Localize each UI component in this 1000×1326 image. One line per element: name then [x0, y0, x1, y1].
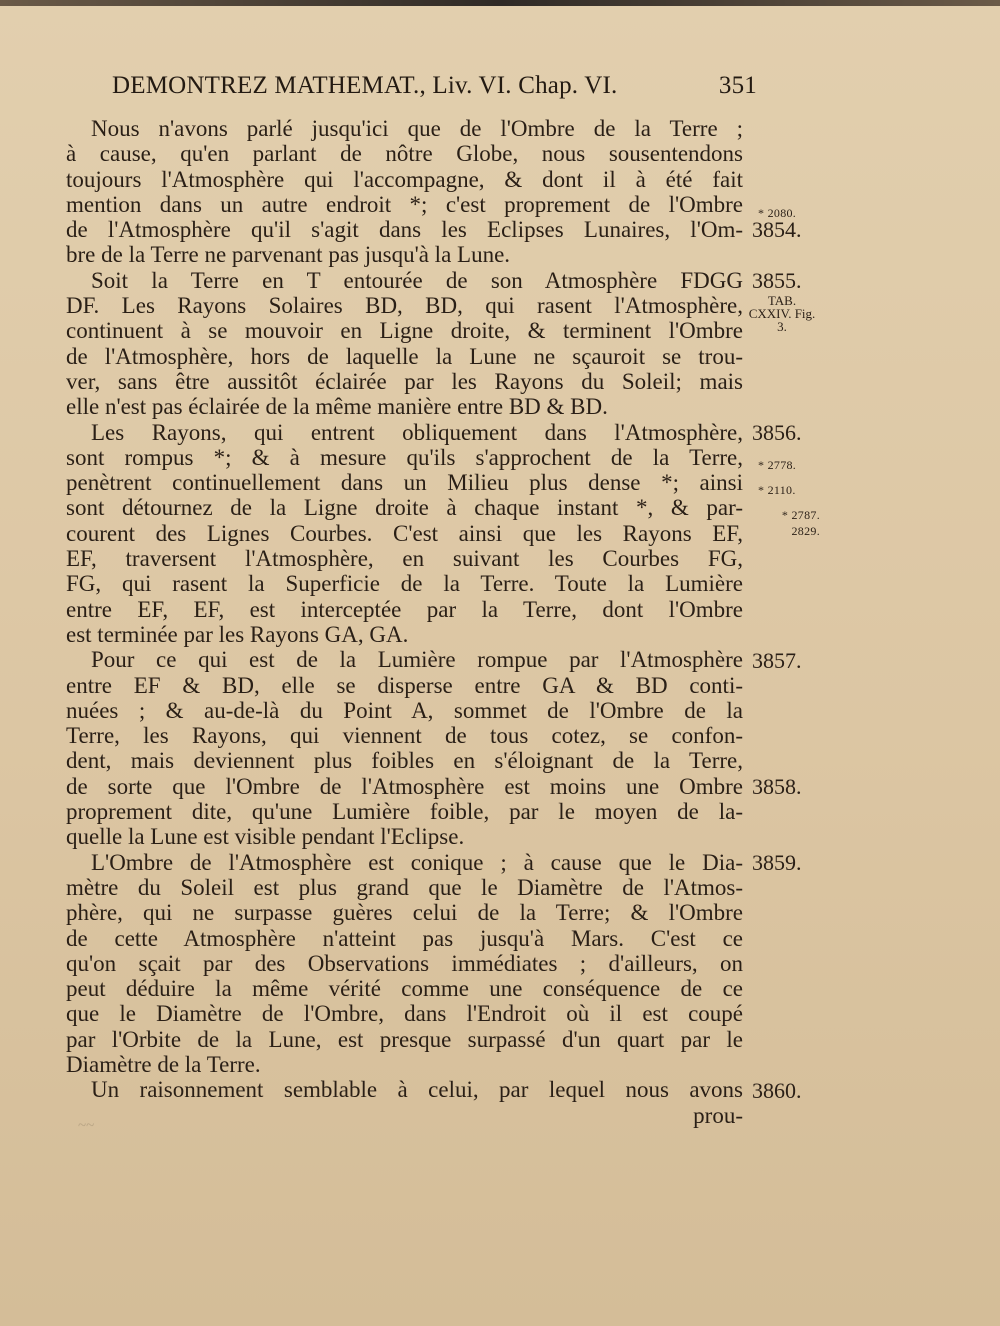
margin-paragraph-number: 3857. — [752, 648, 802, 673]
text-line: entre EF, EF, est interceptée par la Terre, dont l'Ombre — [66, 596, 743, 622]
text-line: sont détournez de la Ligne droite à chaque instant *, & par- — [66, 495, 743, 521]
text-line: continuent à se mouvoir en Ligne droite, & terminent l'Ombre — [66, 318, 743, 344]
text-line: FG, qui rasent la Superficie de la Terre. Toute la Lumière — [66, 571, 743, 597]
text-line: de l'Atmosphère qu'il s'agit dans les Eclipses Lunaires, l'Om- — [66, 217, 743, 243]
text-line: de l'Atmosphère, hors de laquelle la Lune ne sçauroit se trou- — [66, 343, 743, 369]
text-line: penètrent continuellement dans un Milieu plus dense *; ainsi — [66, 470, 743, 496]
margin-paragraph-number: 3858. — [752, 774, 802, 799]
text-line: Pour ce qui est de la Lumière rompue par l'Atmosphère — [91, 647, 743, 673]
text-line: L'Ombre de l'Atmosphère est conique ; à cause que le Dia- — [91, 849, 743, 875]
text-line: est terminée par les Rayons GA, GA. — [66, 621, 409, 647]
running-title: DEMONTREZ MATHEMAT., Liv. VI. Chap. VI. — [112, 72, 618, 99]
running-head — [112, 72, 757, 106]
text-line: toujours l'Atmosphère qui l'accompagne, & dont il à été fait — [66, 166, 743, 192]
text-line: courent des Lignes Courbes. C'est ainsi que les Rayons EF, — [66, 520, 743, 546]
text-line: peut déduire la même vérité comme une conséquence de ce — [66, 976, 743, 1002]
margin-reference: * 2778. — [758, 458, 797, 472]
text-line: par l'Orbite de la Lune, est presque surpassé d'un quart par le — [66, 1026, 743, 1052]
text-line: Un raisonnement semblable à celui, par lequel nous avons — [91, 1077, 743, 1103]
margin-paragraph-number: 3859. — [752, 850, 802, 875]
text-line: de cette Atmosphère n'atteint pas jusqu'à Mars. C'est ce — [66, 925, 743, 951]
text-line: dent, mais deviennent plus foibles en s'éloignant de la Terre, — [66, 748, 743, 774]
text-line: nuées ; & au-de-là du Point A, sommet de l'Ombre de la — [66, 697, 743, 723]
text-line: mètre du Soleil est plus grand que le Diamètre de l'Atmos- — [66, 874, 743, 900]
catchword: prou- — [693, 1102, 743, 1128]
text-line: Les Rayons, qui entrent obliquement dans l'Atmosphère, — [91, 419, 743, 445]
text-line: de sorte que l'Ombre de l'Atmosphère est moins une Ombre — [66, 773, 743, 799]
text-line: Nous n'avons parlé jusqu'ici que de l'Ombre de la Terre ; — [91, 116, 743, 141]
margin-reference: * 2110. — [758, 483, 796, 497]
text-line: EF, traversent l'Atmosphère, en suivant les Courbes FG, — [66, 546, 743, 572]
margin-paragraph-number: 3854. — [752, 217, 802, 242]
text-line: ver, sans être aussitôt éclairée par les Rayons du Soleil; mais — [66, 368, 743, 394]
text-line: quelle la Lune est visible pendant l'Eclipse. — [66, 824, 465, 850]
text-line: Terre, les Rayons, qui viennent de tous cotez, se confon- — [66, 723, 743, 749]
text-line: entre EF & BD, elle se disperse entre GA & BD conti- — [66, 672, 743, 698]
faint-ink-mark: ~~ — [78, 1118, 95, 1134]
margin-reference: * 2080. — [758, 206, 797, 220]
margin-paragraph-number: 3856. — [752, 420, 802, 445]
text-line: qu'on sçait par des Observations immédiates ; d'ailleurs, on — [66, 950, 743, 976]
page-top-edge — [0, 0, 1000, 6]
margin-figure-reference: TAB. CXXIV. Fig. 3. — [748, 293, 816, 334]
text-line: Diamètre de la Terre. — [66, 1051, 261, 1077]
page-number: 351 — [718, 72, 757, 99]
text-line: proprement dite, qu'une Lumière foible, par le moyen de la- — [66, 799, 743, 825]
margin-paragraph-number: 3860. — [752, 1078, 802, 1103]
text-line: que le Diamètre de l'Ombre, dans l'Endroit où il est coupé — [66, 1001, 743, 1027]
text-line: mention dans un autre endroit *; c'est proprement de l'Ombre — [66, 191, 743, 217]
body-text — [66, 116, 743, 1128]
margin-paragraph-number: 3855. — [752, 268, 802, 293]
text-line: elle n'est pas éclairée de la même manière entre BD & BD. — [66, 394, 608, 420]
text-line: sont rompus *; & à mesure qu'ils s'approchent de la Terre, — [66, 444, 743, 470]
text-line: DF. Les Rayons Solaires BD, BD, qui rasent l'Atmosphère, — [66, 293, 743, 319]
text-line: phère, qui ne surpasse guères celui de la Terre; & l'Ombre — [66, 900, 743, 926]
text-line: bre de la Terre ne parvenant pas jusqu'à la Lune. — [66, 242, 511, 268]
text-line: Soit la Terre en T entourée de son Atmosphère FDGG — [91, 267, 743, 293]
text-line: à cause, qu'en parlant de nôtre Globe, nous sousentendons — [66, 141, 743, 167]
margin-reference: * 2787. 2829. — [781, 508, 820, 538]
